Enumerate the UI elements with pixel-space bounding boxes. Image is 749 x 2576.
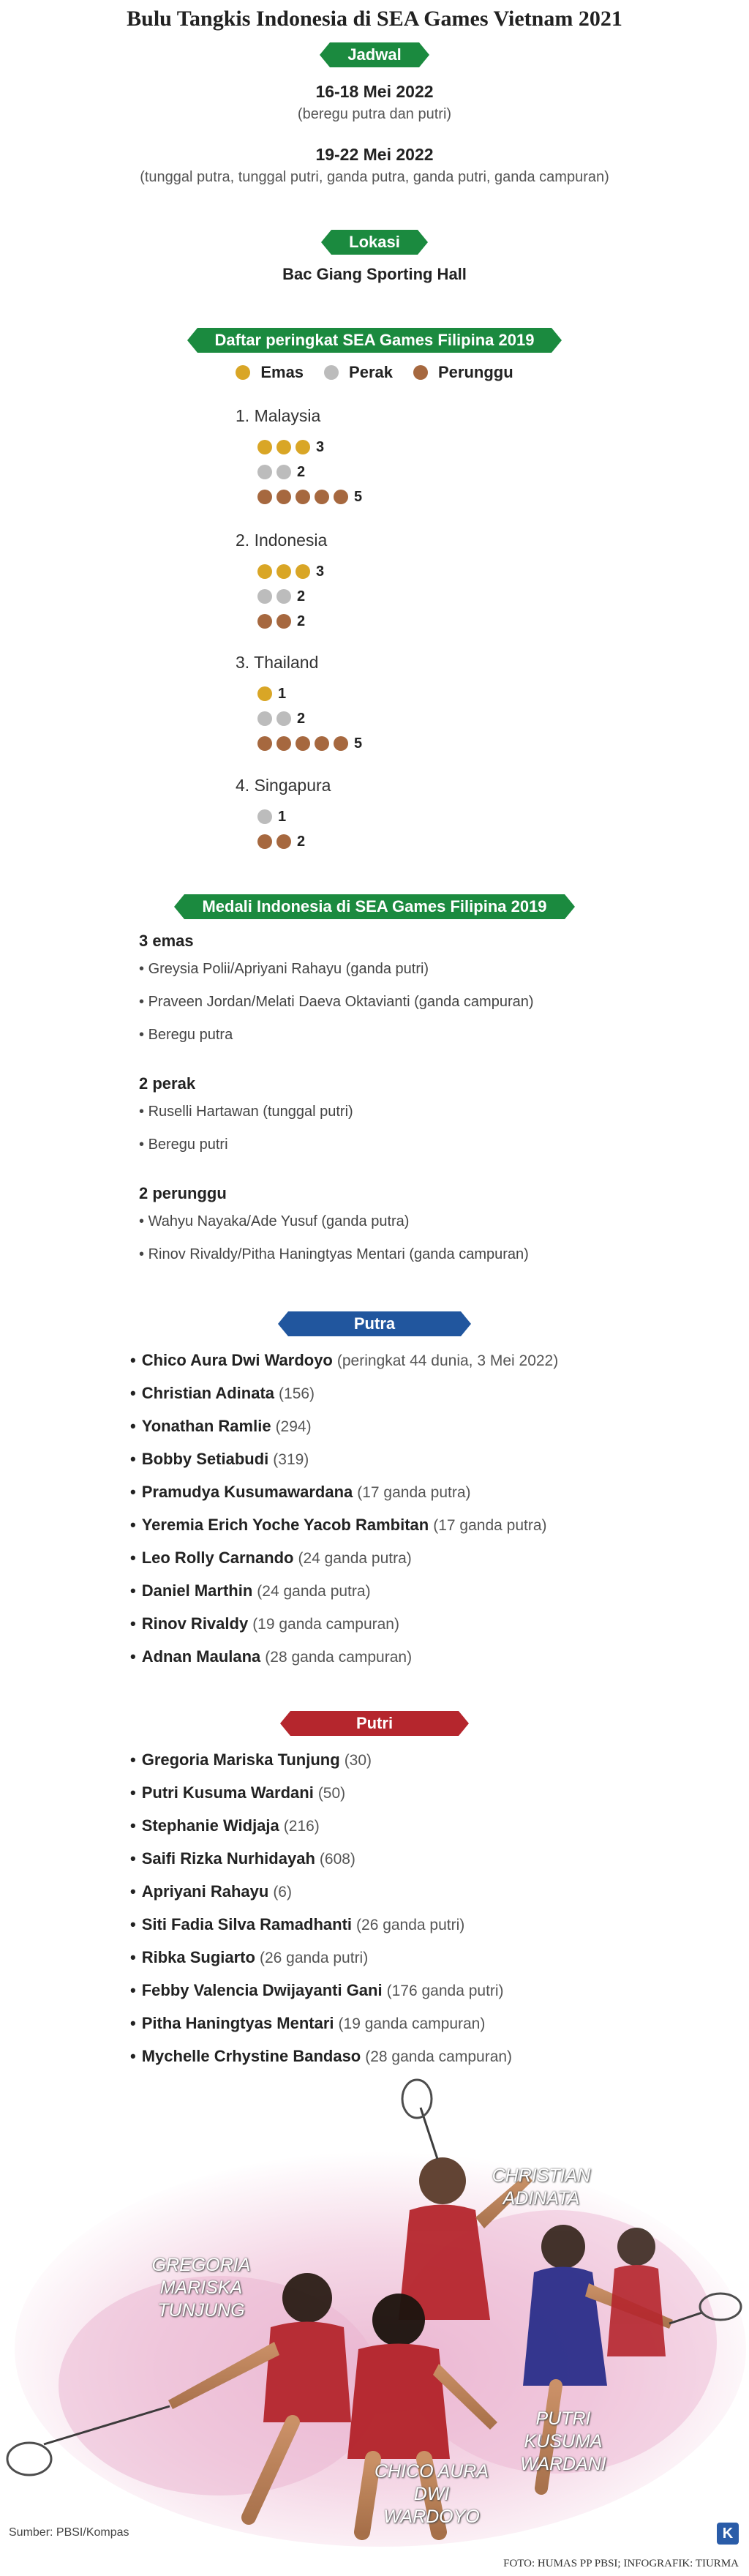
putra-player [130, 1377, 715, 1409]
label-gregoria: GREGORIA MARISKA TUNJUNG [151, 2255, 251, 2321]
silver-dot-icon [324, 365, 339, 380]
putri-list [130, 1743, 715, 2073]
peringkat-banner: Daftar peringkat SEA Games Filipina 2019 [197, 328, 552, 353]
putra-list [130, 1344, 715, 1673]
bullet-icon: • [130, 1849, 136, 1868]
putri-player [130, 1809, 715, 1842]
gold-medal-dot-icon [257, 564, 272, 579]
bullet-icon: • [130, 1783, 136, 1802]
bullet-icon: • [130, 1450, 136, 1468]
silver-medal-dot-icon [257, 809, 272, 824]
bronze-medal-dot-icon [257, 736, 272, 751]
player-name: Leo Rolly Carnando [141, 1549, 294, 1567]
putri-player [130, 2040, 715, 2073]
gold-medal-dot-icon [257, 440, 272, 454]
player-rank: (17 ganda putra) [357, 1484, 471, 1501]
medal-group [139, 1182, 651, 1271]
bronze-medal-row [236, 609, 327, 634]
gold-medal-dot-icon [276, 564, 291, 579]
medal-item: • Beregu putri [139, 1128, 651, 1161]
venue-text: Bac Giang Sporting Hall [282, 265, 467, 283]
player-name: Pramudya Kusumawardana [141, 1483, 353, 1501]
bullet-icon: • [130, 1915, 136, 1933]
source-text: Sumber: PBSI/Kompas [9, 2526, 129, 2539]
medal-item: • Beregu putra [139, 1019, 651, 1052]
silver-medal-row [236, 804, 331, 829]
bullet-icon: • [130, 2014, 136, 2032]
gold-dot-icon [236, 365, 250, 380]
putra-player [130, 1541, 715, 1574]
country-name: 4. Singapura [236, 776, 331, 795]
medal-group-head: 2 perunggu [139, 1184, 227, 1202]
player-rank: (19 ganda campuran) [252, 1616, 399, 1633]
silver-medal-count: 1 [278, 808, 287, 825]
medal-group-head: 3 emas [139, 932, 194, 950]
jadwal-date-1: 16-18 Mei 2022 [315, 82, 434, 101]
jadwal-date-2: 19-22 Mei 2022 [315, 145, 434, 164]
player-name: Gregoria Mariska Tunjung [141, 1751, 340, 1769]
bullet-icon: • [130, 1549, 136, 1567]
bronze-medal-dot-icon [315, 490, 329, 504]
putri-banner-wrap [0, 1711, 749, 1736]
silver-medal-dot-icon [257, 589, 272, 604]
player-name: Daniel Marthin [141, 1581, 253, 1600]
player-name: Christian Adinata [141, 1384, 275, 1402]
jadwal-banner: Jadwal [330, 42, 418, 67]
putri-player [130, 1743, 715, 1776]
player-name: Apriyani Rahayu [141, 1882, 269, 1901]
player-name: Adnan Maulana [141, 1647, 261, 1666]
silver-medal-dot-icon [257, 711, 272, 726]
player-rank: (6) [273, 1884, 292, 1901]
bronze-dot-icon [413, 365, 428, 380]
player-name: Putri Kusuma Wardani [141, 1783, 314, 1802]
label-chico: CHICO AURA DWI WARDOYO [374, 2461, 489, 2527]
bronze-medal-dot-icon [334, 490, 348, 504]
putri-banner: Putri [290, 1711, 459, 1736]
medal-list [139, 929, 651, 1271]
player-rank: (608) [319, 1851, 355, 1868]
silver-medal-row [236, 584, 327, 609]
player-name: Pitha Haningtyas Mentari [141, 2014, 334, 2032]
bullet-icon: • [130, 1981, 136, 1999]
gold-medal-count: 3 [316, 438, 325, 455]
bronze-medal-dot-icon [276, 736, 291, 751]
bronze-medal-dot-icon [296, 736, 310, 751]
putra-banner: Putra [288, 1311, 461, 1336]
bronze-medal-count: 5 [354, 488, 363, 505]
medali-banner-wrap [0, 894, 749, 919]
bronze-medal-dot-icon [276, 834, 291, 849]
player-rank: (156) [279, 1385, 315, 1402]
medal-group [139, 1072, 651, 1161]
bullet-icon: • [130, 1948, 136, 1966]
player-name: Chico Aura Dwi Wardoyo [141, 1351, 333, 1369]
medal-item: • Wahyu Nayaka/Ade Yusuf (ganda putra) [139, 1205, 651, 1238]
putri-player [130, 1941, 715, 1974]
country-name: 1. Malaysia [236, 406, 321, 425]
player-rank: (319) [273, 1451, 309, 1468]
player-name: Yonathan Ramlie [141, 1417, 271, 1435]
putri-player [130, 1908, 715, 1941]
medal-group [139, 929, 651, 1052]
ranking-country [236, 653, 362, 756]
medal-item: • Ruselli Hartawan (tunggal putri) [139, 1096, 651, 1128]
player-name: Yeremia Erich Yoche Yacob Rambitan [141, 1516, 429, 1534]
legend-silver: Perak [324, 363, 393, 382]
gold-medal-row [236, 559, 327, 584]
bullet-icon: • [130, 1816, 136, 1835]
putra-player [130, 1344, 715, 1377]
medal-item: • Rinov Rivaldy/Pitha Haningtyas Mentari (ganda campuran) [139, 1238, 651, 1271]
legend-gold: Emas [236, 363, 304, 382]
gold-medal-row [236, 681, 362, 706]
ranking-country [236, 776, 331, 854]
bullet-icon: • [130, 1647, 136, 1666]
player-rank: (26 ganda putri) [356, 1917, 465, 1933]
silver-medal-dot-icon [257, 465, 272, 479]
bronze-medal-count: 5 [354, 735, 363, 752]
peringkat-banner-wrap [0, 328, 749, 353]
medal-item: • Greysia Polii/Apriyani Rahayu (ganda putri) [139, 953, 651, 986]
bullet-icon: • [130, 1882, 136, 1901]
putra-player [130, 1640, 715, 1673]
bronze-medal-dot-icon [276, 490, 291, 504]
bronze-medal-dot-icon [257, 490, 272, 504]
label-christian: CHRISTIAN ADINATA [492, 2165, 591, 2209]
lokasi-banner-wrap [0, 230, 749, 255]
player-rank: (26 ganda putri) [259, 1950, 369, 1966]
player-name: Saifi Rizka Nurhidayah [141, 1849, 315, 1868]
gold-medal-dot-icon [276, 440, 291, 454]
player-rank: (24 ganda putra) [257, 1583, 371, 1600]
bullet-icon: • [130, 1351, 136, 1369]
player-rank: (50) [317, 1785, 346, 1802]
jadwal-section [0, 82, 749, 186]
silver-medal-dot-icon [276, 711, 291, 726]
bullet-icon: • [130, 1751, 136, 1769]
silver-medal-count: 2 [297, 710, 306, 727]
bronze-medal-dot-icon [257, 834, 272, 849]
silver-medal-count: 2 [297, 588, 306, 604]
gold-medal-row [236, 435, 362, 460]
player-rank: (24 ganda putra) [298, 1550, 412, 1567]
putra-player [130, 1607, 715, 1640]
bronze-medal-row [236, 829, 331, 854]
bronze-medal-dot-icon [257, 614, 272, 629]
putra-player [130, 1409, 715, 1442]
silver-medal-dot-icon [276, 589, 291, 604]
jadwal-desc-2: (tunggal putra, tunggal putri, ganda putra, ganda putri, ganda campuran) [140, 169, 609, 185]
jadwal-desc-1: (beregu putra dan putri) [297, 106, 452, 122]
ranking-country [236, 531, 327, 634]
player-name: Siti Fadia Silva Ramadhanti [141, 1915, 353, 1933]
silver-medal-count: 2 [297, 463, 306, 480]
player-rank: (216) [283, 1818, 320, 1835]
gold-medal-dot-icon [296, 440, 310, 454]
gold-medal-dot-icon [257, 686, 272, 701]
credit-text: FOTO: HUMAS PP PBSI; INFOGRAFIK: TIURMA [503, 2558, 739, 2569]
bullet-icon: • [130, 1581, 136, 1600]
bullet-icon: • [130, 2047, 136, 2065]
medali-banner: Medali Indonesia di SEA Games Filipina 2019 [184, 894, 564, 919]
country-name: 2. Indonesia [236, 531, 328, 550]
putra-banner-wrap [0, 1311, 749, 1336]
bullet-icon: • [130, 1384, 136, 1402]
player-name: Mychelle Crhystine Bandaso [141, 2047, 361, 2065]
jadwal-banner-wrap [0, 42, 749, 67]
bronze-medal-count: 2 [297, 613, 306, 629]
bronze-medal-dot-icon [276, 614, 291, 629]
bronze-medal-row [236, 731, 362, 756]
ranking-country [236, 406, 362, 509]
putri-player [130, 2007, 715, 2040]
medal-group-head: 2 perak [139, 1074, 196, 1093]
bronze-medal-row [236, 484, 362, 509]
player-rank: (peringkat 44 dunia, 3 Mei 2022) [336, 1352, 559, 1369]
player-rank: (30) [344, 1752, 372, 1769]
player-name: Stephanie Widjaja [141, 1816, 279, 1835]
player-rank: (176 ganda putri) [386, 1982, 504, 1999]
gold-medal-count: 1 [278, 685, 287, 702]
putri-player [130, 1974, 715, 2007]
player-name: Febby Valencia Dwijayanti Gani [141, 1981, 383, 1999]
bullet-icon: • [130, 1614, 136, 1633]
player-name: Bobby Setiabudi [141, 1450, 269, 1468]
putra-player [130, 1442, 715, 1475]
player-rank: (28 ganda campuran) [365, 2048, 513, 2065]
bullet-icon: • [130, 1516, 136, 1534]
putra-player [130, 1574, 715, 1607]
page-title: Bulu Tangkis Indonesia di SEA Games Vietnam 2021 [127, 7, 622, 31]
bronze-medal-count: 2 [297, 833, 306, 850]
putri-player [130, 1875, 715, 1908]
silver-medal-row [236, 460, 362, 484]
gold-medal-count: 3 [316, 563, 325, 580]
player-rank: (19 ganda campuran) [338, 2015, 486, 2032]
label-putri: PUTRI KUSUMA WARDANI [520, 2408, 606, 2474]
putri-player [130, 1776, 715, 1809]
bullet-icon: • [130, 1483, 136, 1501]
medal-legend [0, 363, 749, 382]
player-rank: (294) [275, 1418, 312, 1435]
medal-item: • Praveen Jordan/Melati Daeva Oktavianti (ganda campuran) [139, 986, 651, 1019]
putra-player [130, 1508, 715, 1541]
legend-bronze: Perunggu [413, 363, 513, 382]
lokasi-banner: Lokasi [331, 230, 418, 255]
player-name: Rinov Rivaldy [141, 1614, 249, 1633]
bronze-medal-dot-icon [334, 736, 348, 751]
bronze-medal-dot-icon [315, 736, 329, 751]
bronze-medal-dot-icon [296, 490, 310, 504]
silver-medal-dot-icon [276, 465, 291, 479]
gold-medal-dot-icon [296, 564, 310, 579]
player-rank: (17 ganda putra) [433, 1517, 547, 1534]
putri-player [130, 1842, 715, 1875]
country-name: 3. Thailand [236, 653, 319, 672]
putra-player [130, 1475, 715, 1508]
player-name: Ribka Sugiarto [141, 1948, 255, 1966]
silver-medal-row [236, 706, 362, 731]
kompas-logo-icon: K [717, 2523, 739, 2545]
bullet-icon: • [130, 1417, 136, 1435]
player-rank: (28 ganda campuran) [265, 1649, 413, 1666]
